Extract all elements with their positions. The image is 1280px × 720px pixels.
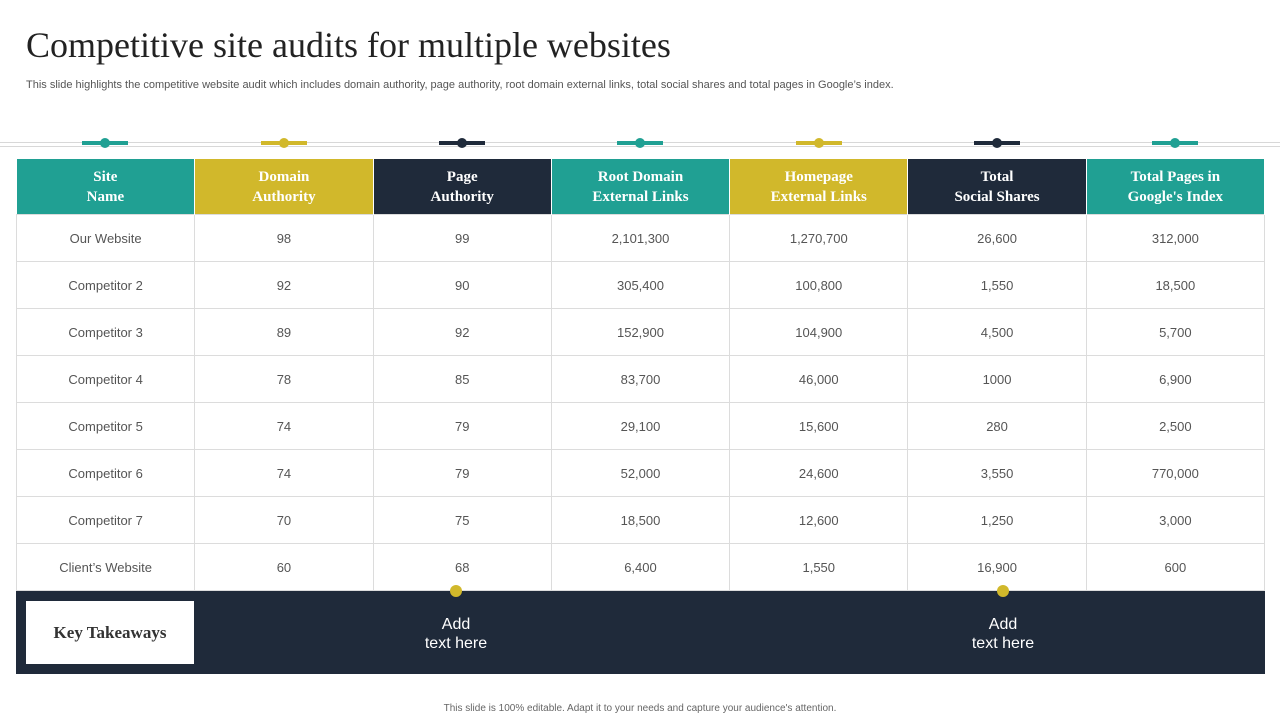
table-row <box>17 403 1265 450</box>
cell-site-name: Our Website <box>17 215 195 262</box>
cell-site-name: Competitor 2 <box>17 262 195 309</box>
slide-footer: This slide is 100% editable. Adapt it to your needs and capture your audience's attention. <box>443 703 837 714</box>
key-takeaways-panel <box>16 591 1265 674</box>
cell-homepage-links: 46,000 <box>730 356 908 403</box>
cell-site-name: Competitor 6 <box>17 450 195 497</box>
cell-homepage-links: 1,550 <box>730 544 908 591</box>
cell-page-authority: 99 <box>373 215 551 262</box>
cell-social-shares: 4,500 <box>908 309 1086 356</box>
cell-domain-authority: 89 <box>195 309 373 356</box>
takeaway-text-2[interactable]: Add text here <box>971 616 1035 652</box>
cell-social-shares: 16,900 <box>908 544 1086 591</box>
cell-page-authority: 90 <box>373 262 551 309</box>
table-header-row <box>17 159 1265 215</box>
cell-domain-authority: 92 <box>195 262 373 309</box>
takeaway-marker-2 <box>997 585 1009 597</box>
cell-google-index: 18,500 <box>1086 262 1264 309</box>
table-row <box>17 544 1265 591</box>
takeaway-marker-1 <box>450 585 462 597</box>
table-row <box>17 309 1265 356</box>
cell-domain-authority: 74 <box>195 450 373 497</box>
cell-homepage-links: 100,800 <box>730 262 908 309</box>
key-takeaways-label: Key Takeaways <box>26 601 194 664</box>
cell-page-authority: 79 <box>373 450 551 497</box>
cell-homepage-links: 12,600 <box>730 497 908 544</box>
cell-homepage-links: 104,900 <box>730 309 908 356</box>
cell-social-shares: 3,550 <box>908 450 1086 497</box>
table-row <box>17 356 1265 403</box>
cell-domain-authority: 70 <box>195 497 373 544</box>
header-root-domain-links: Root Domain External Links <box>551 159 729 215</box>
cell-social-shares: 1,250 <box>908 497 1086 544</box>
cell-page-authority: 75 <box>373 497 551 544</box>
table-row <box>17 215 1265 262</box>
audit-table <box>16 159 1265 594</box>
table-row <box>17 497 1265 544</box>
header-social-shares: Total Social Shares <box>908 159 1086 215</box>
table-row <box>17 262 1265 309</box>
cell-page-authority: 85 <box>373 356 551 403</box>
cell-social-shares: 280 <box>908 403 1086 450</box>
cell-google-index: 312,000 <box>1086 215 1264 262</box>
header-site-name: Site Name <box>17 159 195 215</box>
cell-root-domain-links: 305,400 <box>551 262 729 309</box>
table-row <box>17 450 1265 497</box>
cell-root-domain-links: 6,400 <box>551 544 729 591</box>
column-connector-2 <box>261 141 307 145</box>
cell-homepage-links: 15,600 <box>730 403 908 450</box>
header-homepage-links: Homepage External Links <box>730 159 908 215</box>
cell-google-index: 770,000 <box>1086 450 1264 497</box>
cell-site-name: Competitor 4 <box>17 356 195 403</box>
column-connector-5 <box>796 141 842 145</box>
cell-domain-authority: 74 <box>195 403 373 450</box>
column-connector-1 <box>82 141 128 145</box>
cell-page-authority: 79 <box>373 403 551 450</box>
column-connector-6 <box>974 141 1020 145</box>
cell-domain-authority: 60 <box>195 544 373 591</box>
cell-social-shares: 1000 <box>908 356 1086 403</box>
cell-google-index: 3,000 <box>1086 497 1264 544</box>
cell-root-domain-links: 18,500 <box>551 497 729 544</box>
cell-site-name: Client’s Website <box>17 544 195 591</box>
cell-google-index: 2,500 <box>1086 403 1264 450</box>
header-page-authority: Page Authority <box>373 159 551 215</box>
column-connector-3 <box>439 141 485 145</box>
slide-title: Competitive site audits for multiple websites <box>26 25 671 65</box>
column-connector-4 <box>617 141 663 145</box>
cell-social-shares: 1,550 <box>908 262 1086 309</box>
cell-domain-authority: 78 <box>195 356 373 403</box>
cell-page-authority: 92 <box>373 309 551 356</box>
cell-root-domain-links: 83,700 <box>551 356 729 403</box>
cell-root-domain-links: 2,101,300 <box>551 215 729 262</box>
cell-page-authority: 68 <box>373 544 551 591</box>
header-google-index: Total Pages in Google's Index <box>1086 159 1264 215</box>
cell-homepage-links: 24,600 <box>730 450 908 497</box>
cell-google-index: 600 <box>1086 544 1264 591</box>
slide-subtitle: This slide highlights the competitive website audit which includes domain authority, page authority, root domain external links, total social shares and total pages in Google’s index. <box>26 79 894 91</box>
cell-root-domain-links: 152,900 <box>551 309 729 356</box>
header-domain-authority: Domain Authority <box>195 159 373 215</box>
cell-social-shares: 26,600 <box>908 215 1086 262</box>
cell-site-name: Competitor 5 <box>17 403 195 450</box>
column-connector-7 <box>1152 141 1198 145</box>
cell-homepage-links: 1,270,700 <box>730 215 908 262</box>
cell-root-domain-links: 52,000 <box>551 450 729 497</box>
cell-google-index: 6,900 <box>1086 356 1264 403</box>
takeaway-text-1[interactable]: Add text here <box>424 616 488 652</box>
cell-site-name: Competitor 3 <box>17 309 195 356</box>
cell-root-domain-links: 29,100 <box>551 403 729 450</box>
cell-google-index: 5,700 <box>1086 309 1264 356</box>
cell-domain-authority: 98 <box>195 215 373 262</box>
cell-site-name: Competitor 7 <box>17 497 195 544</box>
